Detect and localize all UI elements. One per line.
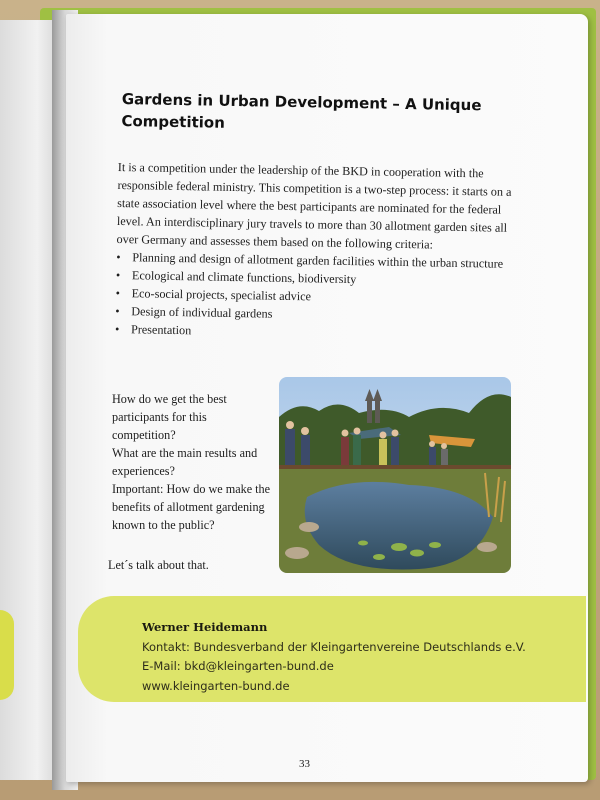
questions-block [112, 390, 272, 534]
question-1: How do we get the best participants for this competition? [112, 392, 227, 442]
page-title [121, 88, 522, 139]
criteria-item: • Ecological and climate functions, biodiversity [116, 266, 516, 291]
page-title-line-1: Gardens in Urban Development – A Unique [121, 89, 482, 115]
contact-name: Werner Heidemann [142, 620, 268, 634]
contact-website: www.kleingarten-bund.de [142, 678, 290, 693]
contact-block [142, 618, 562, 696]
criteria-item: • Eco-social projects, specialist advice [115, 284, 515, 309]
page-number: 33 [299, 758, 310, 770]
criteria-item: • Design of individual gardens [115, 302, 515, 327]
intro-section [115, 158, 518, 345]
contact-organization: Kontakt: Bundesverband der Kleingartenvereine Deutschlands e.V. [142, 639, 526, 654]
criteria-item: • Planning and design of allotment garden facilities within the urban structure [116, 248, 516, 273]
closing-line: Let´s talk about that. [108, 558, 209, 572]
criteria-list [115, 248, 517, 345]
question-2: What are the main results and experiences? [112, 446, 258, 478]
contact-email: E-Mail: bkd@kleingarten-bund.de [142, 659, 334, 673]
garden-photo [279, 377, 511, 573]
intro-paragraph: It is a competition under the leadership of the BKD in cooperation with the responsible federal ministry. This competition is a two-step process: it starts on a state association level where the best participants are nominated for the federal level. An interdisciplinary jury travels to more than 30 allotment garden sites all over Germany and assesses them based on the following criteria: [116, 159, 512, 252]
criteria-item: • Presentation [115, 320, 515, 345]
question-3: Important: How do we make the benefits of allotment gardening known to the public? [112, 482, 271, 532]
page-title-line-2: Competition [121, 111, 226, 132]
left-page-yellow-strip [0, 610, 14, 700]
